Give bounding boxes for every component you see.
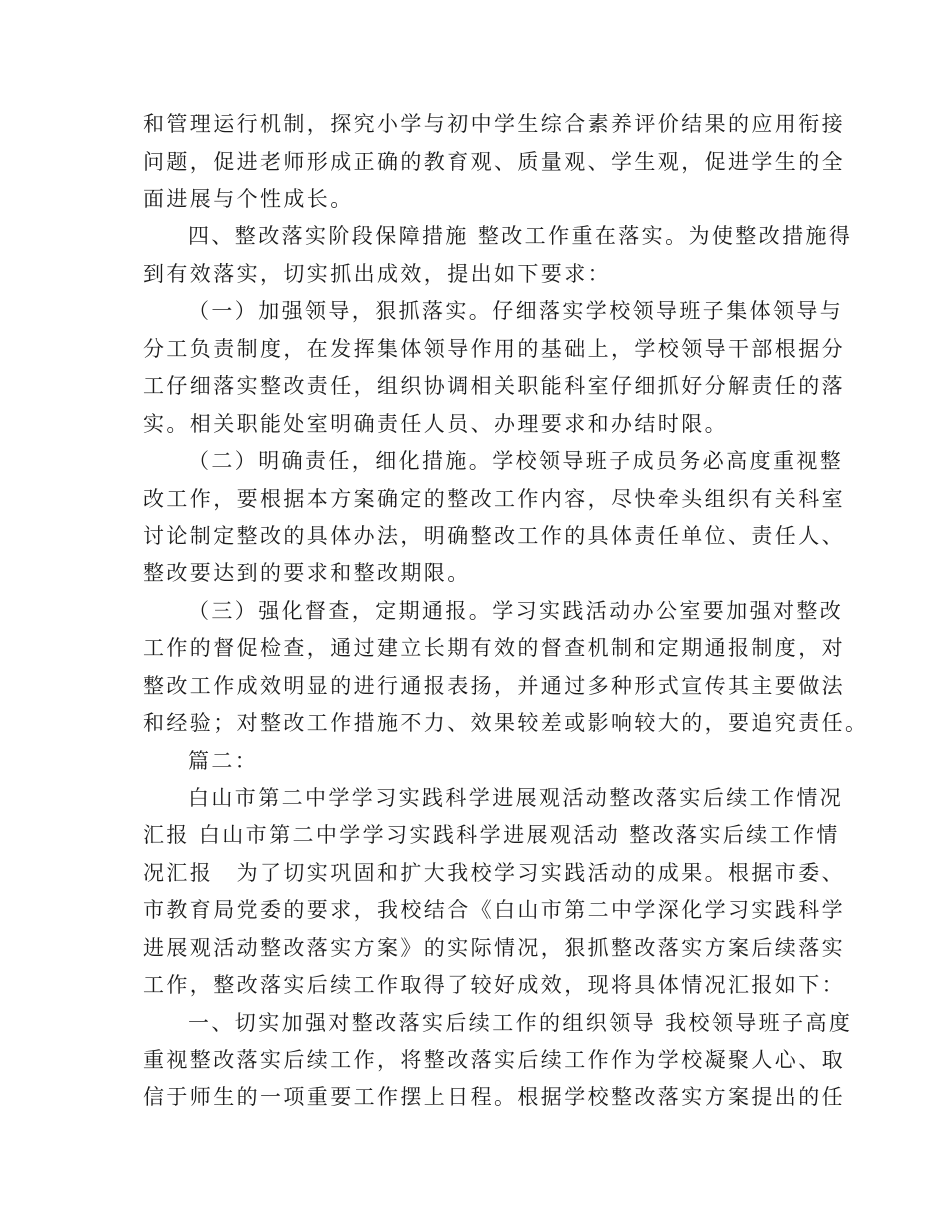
text-line: 工作的督促检查，通过建立长期有效的督查机制和定期通报制度，对	[143, 636, 845, 660]
text-line: 信于师生的一项重要工作摆上日程。根据学校整改落实方案提出的任	[143, 1085, 845, 1109]
text-line: （三）强化督查，定期通报。学习实践活动办公室要加强对整改	[188, 599, 844, 623]
text-line: 整改工作成效明显的进行通报表扬，并通过多种形式宣传其主要做法	[143, 674, 845, 698]
text-line: 和经验；对整改工作措施不力、效果较差或影响较大的，要追究责任。	[143, 711, 869, 735]
text-line: 分工负责制度，在发挥集体领导作用的基础上，学校领导干部根据分	[143, 337, 845, 361]
text-line: 工仔细落实整改责任，组织协调相关职能科室仔细抓好分解责任的落	[143, 374, 845, 398]
text-line: （一）加强领导，狠抓落实。仔细落实学校领导班子集体领导与	[188, 299, 844, 323]
text-line: 和管理运行机制，探究小学与初中学生综合素养评价结果的应用衔接	[143, 112, 845, 136]
text-line: 汇报 白山市第二中学学习实践科学进展观活动 整改落实后续工作情	[143, 823, 840, 847]
text-line: 改工作，要根据本方案确定的整改工作内容，尽快牵头组织有关科室	[143, 487, 845, 511]
text-line: 面进展与个性成长。	[143, 187, 354, 211]
text-line: 工作，整改落实后续工作取得了较好成效，现将具体情况汇报如下：	[143, 973, 845, 997]
text-line: 实。相关职能处室明确责任人员、办理要求和办结时限。	[143, 412, 728, 436]
text-line: 进展观活动整改落实方案》的实际情况，狠抓整改落实方案后续落实	[143, 936, 845, 960]
text-line: 讨论制定整改的具体办法，明确整改工作的具体责任单位、责任人、	[143, 524, 845, 548]
section-heading: 篇二：	[188, 749, 259, 773]
text-line: 况汇报 为了切实巩固和扩大我校学习实践活动的成果。根据市委、	[143, 861, 845, 885]
section-heading: 四、整改落实阶段保障措施 整改工作重在落实。为使整改措施得	[188, 224, 853, 248]
text-line: （二）明确责任，细化措施。学校领导班子成员务必高度重视整	[188, 449, 844, 473]
text-line: 一、切实加强对整改落实后续工作的组织领导 我校领导班子高度	[188, 1011, 853, 1035]
text-line: 白山市第二中学学习实践科学进展观活动整改落实后续工作情况	[188, 786, 844, 810]
text-line: 问题，促进老师形成正确的教育观、质量观、学生观，促进学生的全	[143, 150, 845, 174]
text-line: 市教育局党委的要求，我校结合《白山市第二中学深化学习实践科学	[143, 898, 845, 922]
text-line: 到有效落实，切实抓出成效，提出如下要求：	[143, 262, 611, 286]
text-line: 重视整改落实后续工作，将整改落实后续工作作为学校凝聚人心、取	[143, 1048, 845, 1072]
text-line: 整改要达到的要求和整改期限。	[143, 561, 471, 585]
